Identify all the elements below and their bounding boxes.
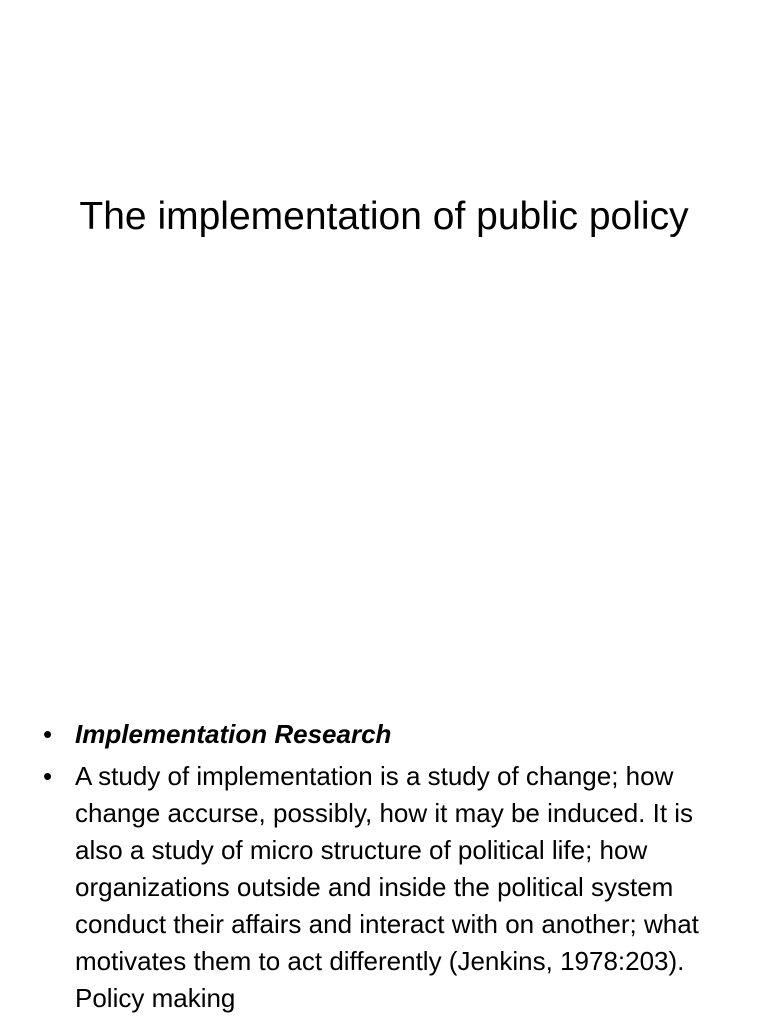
slide-title: The implementation of public policy xyxy=(79,195,689,238)
bullet-text: Implementation Research xyxy=(75,719,392,749)
bullet-text: A study of implementation is a study of change; how change accurse, possibly, how it may be induced. It is also a study of micro structure of political life; how organizations outside and inside the political system conduct their affairs and interact with on another; what motivates them to act differently (Jenkins, 1978:203). Policy making xyxy=(75,761,699,1013)
bullet-marker: • xyxy=(43,719,53,749)
bullet-list xyxy=(40,716,710,1022)
bullet-item-implementation-research xyxy=(40,716,710,753)
bullet-item-study-of-implementation xyxy=(40,758,710,1017)
bullet-marker: • xyxy=(43,761,53,791)
